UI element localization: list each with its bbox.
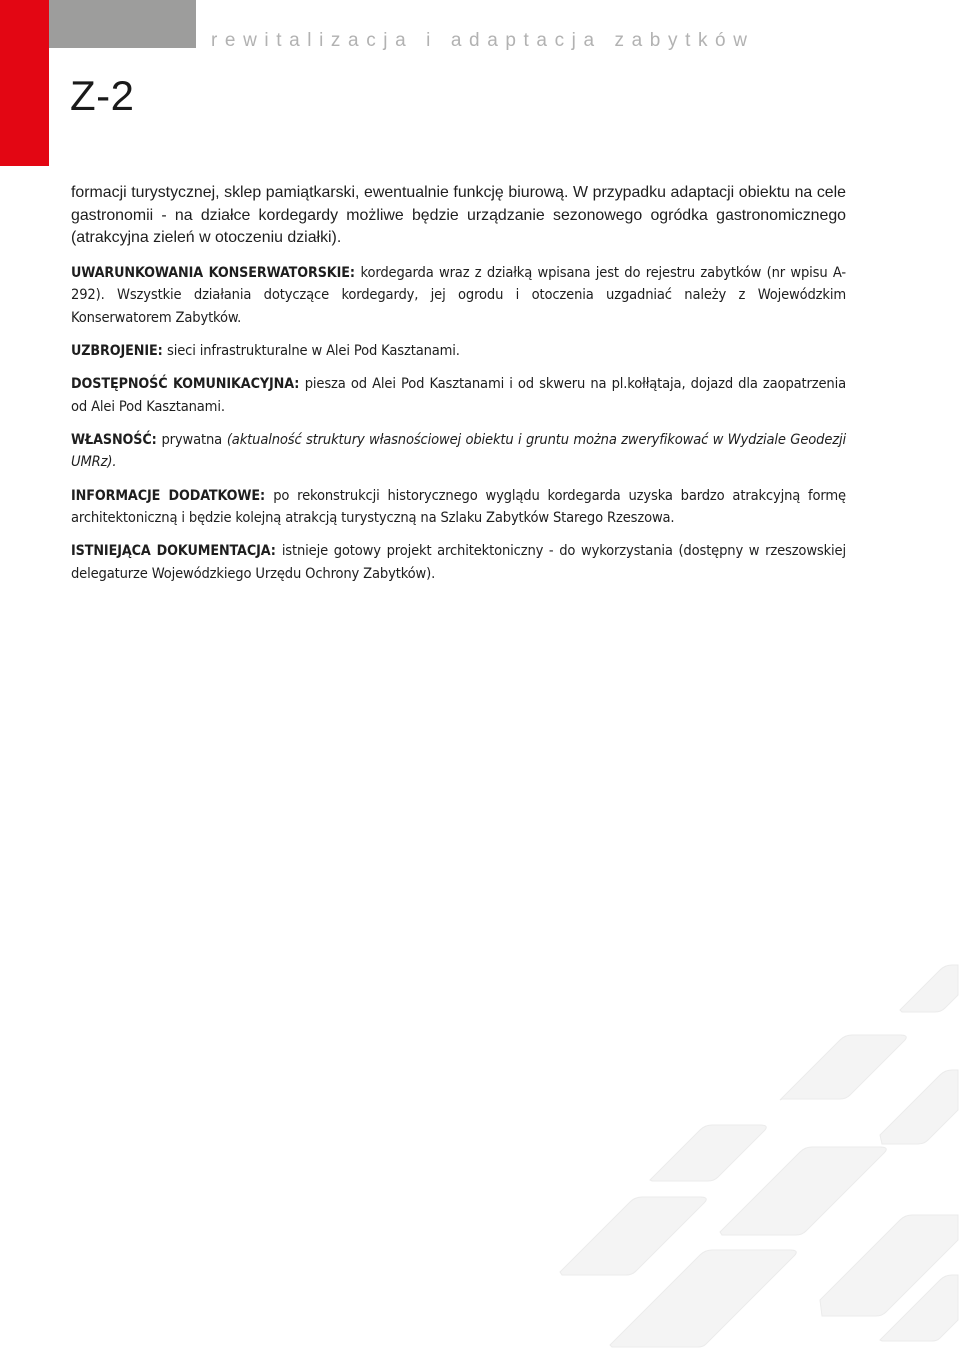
additional-text: po rekonstrukcji historycznego wyglądu kordegarda uzyska bardzo atrakcyjną formę architektoniczną i będzie kolejną atrakcją turystyczną na Szlaku Zabytków Starego Rzeszowa. — [71, 486, 846, 527]
utilities-label: UZBROJENIE: — [71, 343, 163, 360]
ownership-note: (aktualność struktury własnościowej obiektu i gruntu można zweryfikować w Wydziale Geodezji UMRz). — [71, 430, 846, 471]
tile — [610, 1250, 796, 1347]
additional-paragraph — [71, 485, 846, 530]
utilities-text: sieci infrastrukturalne w Alei Pod Kasztanami. — [167, 342, 460, 360]
header-red-bar — [0, 0, 49, 166]
page-code: Z-2 — [70, 72, 135, 119]
access-label: DOSTĘPNOŚĆ KOMUNIKACYJNA: — [71, 376, 300, 393]
conservation-label: UWARUNKOWANIA KONSERWATORSKIE: — [71, 264, 355, 281]
ownership-text: prywatna — [161, 430, 223, 448]
conservation-paragraph — [71, 262, 846, 330]
header-subtitle: rewitalizacja i adaptacja zabytków — [211, 30, 755, 51]
access-paragraph — [71, 373, 846, 418]
ownership-label: WŁASNOŚĆ: — [71, 431, 157, 448]
tile — [900, 965, 958, 1012]
document-body — [71, 182, 846, 596]
documentation-text: istnieje gotowy projekt architektoniczny - do wykorzystania (dostępny w rzeszowskiej delegaturze Wojewódzkiego Urzędu Ochrony Zabytków). — [71, 542, 846, 582]
intro-paragraph: formacji turystycznej, sklep pamiątkarski, ewentualnie funkcję biurową. W przypadku adaptacji obiektu na cele gastronomii - na działce kordegardy możliwe będzie urządzanie sezonowego ogródka gastronomicznego (atrakcyjna zieleń w otoczeniu działki). — [71, 184, 846, 247]
tile — [880, 1275, 958, 1341]
documentation-label: ISTNIEJĄCA DOKUMENTACJA: — [71, 543, 276, 560]
tile — [560, 1197, 706, 1275]
additional-label: INFORMACJE DODATKOWE: — [71, 487, 265, 504]
access-text: piesza od Alei Pod Kasztanami i od skweru na pl.kołłątaja, dojazd dla zaopatrzenia od Alei Pod Kasztanami. — [71, 375, 846, 415]
tile — [880, 1070, 958, 1144]
tile — [720, 1147, 886, 1235]
documentation-paragraph — [71, 540, 846, 585]
header-gray-bar — [49, 0, 196, 48]
tile — [780, 1035, 906, 1100]
ownership-paragraph — [71, 429, 846, 474]
tile — [650, 1125, 766, 1181]
tile — [820, 1215, 958, 1316]
utilities-paragraph — [71, 340, 846, 363]
conservation-text: kordegarda wraz z działką wpisana jest do rejestru zabytków (nr wpisu A-292). Wszystkie działania dotyczące kordegardy, jej ogrodu i otoczenia uzgadniać należy z Wojewódzkim Konserwatorem Zabytków. — [71, 263, 846, 326]
